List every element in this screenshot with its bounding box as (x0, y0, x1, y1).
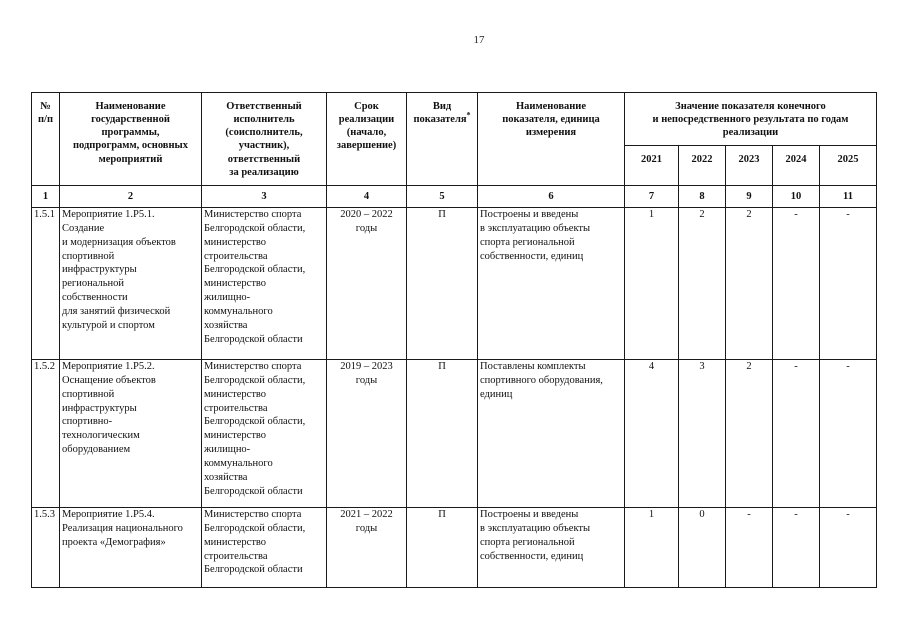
header-indicator-type-label: Вид показателя (413, 101, 467, 126)
header-indicator-name: Наименование показателя, единица измерения (478, 93, 625, 186)
header-year: 2022 (679, 146, 726, 186)
indicator-type: П (407, 208, 478, 360)
header-row (32, 93, 877, 146)
indicator-name: Построены и введены в эксплуатацию объекты спорта региональной собственности, единиц (478, 208, 625, 360)
indicator-name: Построены и введены в эксплуатацию объекты спорта региональной собственности, единиц (478, 508, 625, 588)
event-name: Мероприятие 1.Р5.2. Оснащение объектов спортивной инфраструктуры спортивно- технологическим оборудованием (60, 360, 202, 508)
page-number: 17 (473, 34, 485, 46)
value-2022: 3 (679, 360, 726, 508)
column-number: 2 (60, 186, 202, 208)
value-2021: 1 (625, 508, 679, 588)
row-number: 1.5.1 (32, 208, 60, 360)
value-2025: - (820, 208, 877, 360)
footnote-mark: * (466, 110, 471, 120)
value-2022: 2 (679, 208, 726, 360)
header-indicator-type (407, 93, 478, 186)
column-number: 11 (820, 186, 877, 208)
value-2023: 2 (726, 208, 773, 360)
value-2023: 2 (726, 360, 773, 508)
column-number: 3 (202, 186, 327, 208)
column-number: 5 (407, 186, 478, 208)
header-no: № п/п (32, 93, 60, 186)
responsible-executor: Министерство спорта Белгородской области, министерство строительства Белгородской области (202, 508, 327, 588)
value-2024: - (773, 360, 820, 508)
implementation-period: 2020 – 2022 годы (327, 208, 407, 360)
indicators-table (31, 92, 877, 588)
header-period: Срок реализации (начало, завершение) (327, 93, 407, 186)
value-2024: - (773, 508, 820, 588)
row-number: 1.5.3 (32, 508, 60, 588)
header-year: 2023 (726, 146, 773, 186)
table-row (32, 208, 877, 360)
header-program-name: Наименование государственной программы, подпрограмм, основных мероприятий (60, 93, 202, 186)
header-responsible: Ответственный исполнитель (соисполнитель, участник), ответственный за реализацию (202, 93, 327, 186)
value-2025: - (820, 508, 877, 588)
table-row (32, 360, 877, 508)
column-numbers-row (32, 186, 877, 208)
header-values-group: Значение показателя конечного и непосредственного результата по годам реализации (625, 93, 877, 146)
header-year: 2025 (820, 146, 877, 186)
value-2022: 0 (679, 508, 726, 588)
column-number: 8 (679, 186, 726, 208)
column-number: 6 (478, 186, 625, 208)
table-row (32, 508, 877, 588)
column-number: 7 (625, 186, 679, 208)
header-year: 2021 (625, 146, 679, 186)
indicator-type: П (407, 360, 478, 508)
header-year: 2024 (773, 146, 820, 186)
event-name: Мероприятие 1.Р5.4. Реализация национального проекта «Демография» (60, 508, 202, 588)
implementation-period: 2019 – 2023 годы (327, 360, 407, 508)
value-2021: 1 (625, 208, 679, 360)
column-number: 1 (32, 186, 60, 208)
event-name: Мероприятие 1.Р5.1. Создание и модернизация объектов спортивной инфраструктуры региональной собственности для занятий физической культурой и спортом (60, 208, 202, 360)
value-2025: - (820, 360, 877, 508)
indicator-name: Поставлены комплекты спортивного оборудования, единиц (478, 360, 625, 508)
responsible-executor: Министерство спорта Белгородской области, министерство строительства Белгородской области, министерство жилищно- коммунального хозяйства Белгородской области (202, 208, 327, 360)
responsible-executor: Министерство спорта Белгородской области, министерство строительства Белгородской области, министерство жилищно- коммунального хозяйства Белгородской области (202, 360, 327, 508)
value-2021: 4 (625, 360, 679, 508)
column-number: 10 (773, 186, 820, 208)
implementation-period: 2021 – 2022 годы (327, 508, 407, 588)
indicator-type: П (407, 508, 478, 588)
value-2023: - (726, 508, 773, 588)
row-number: 1.5.2 (32, 360, 60, 508)
column-number: 9 (726, 186, 773, 208)
value-2024: - (773, 208, 820, 360)
column-number: 4 (327, 186, 407, 208)
